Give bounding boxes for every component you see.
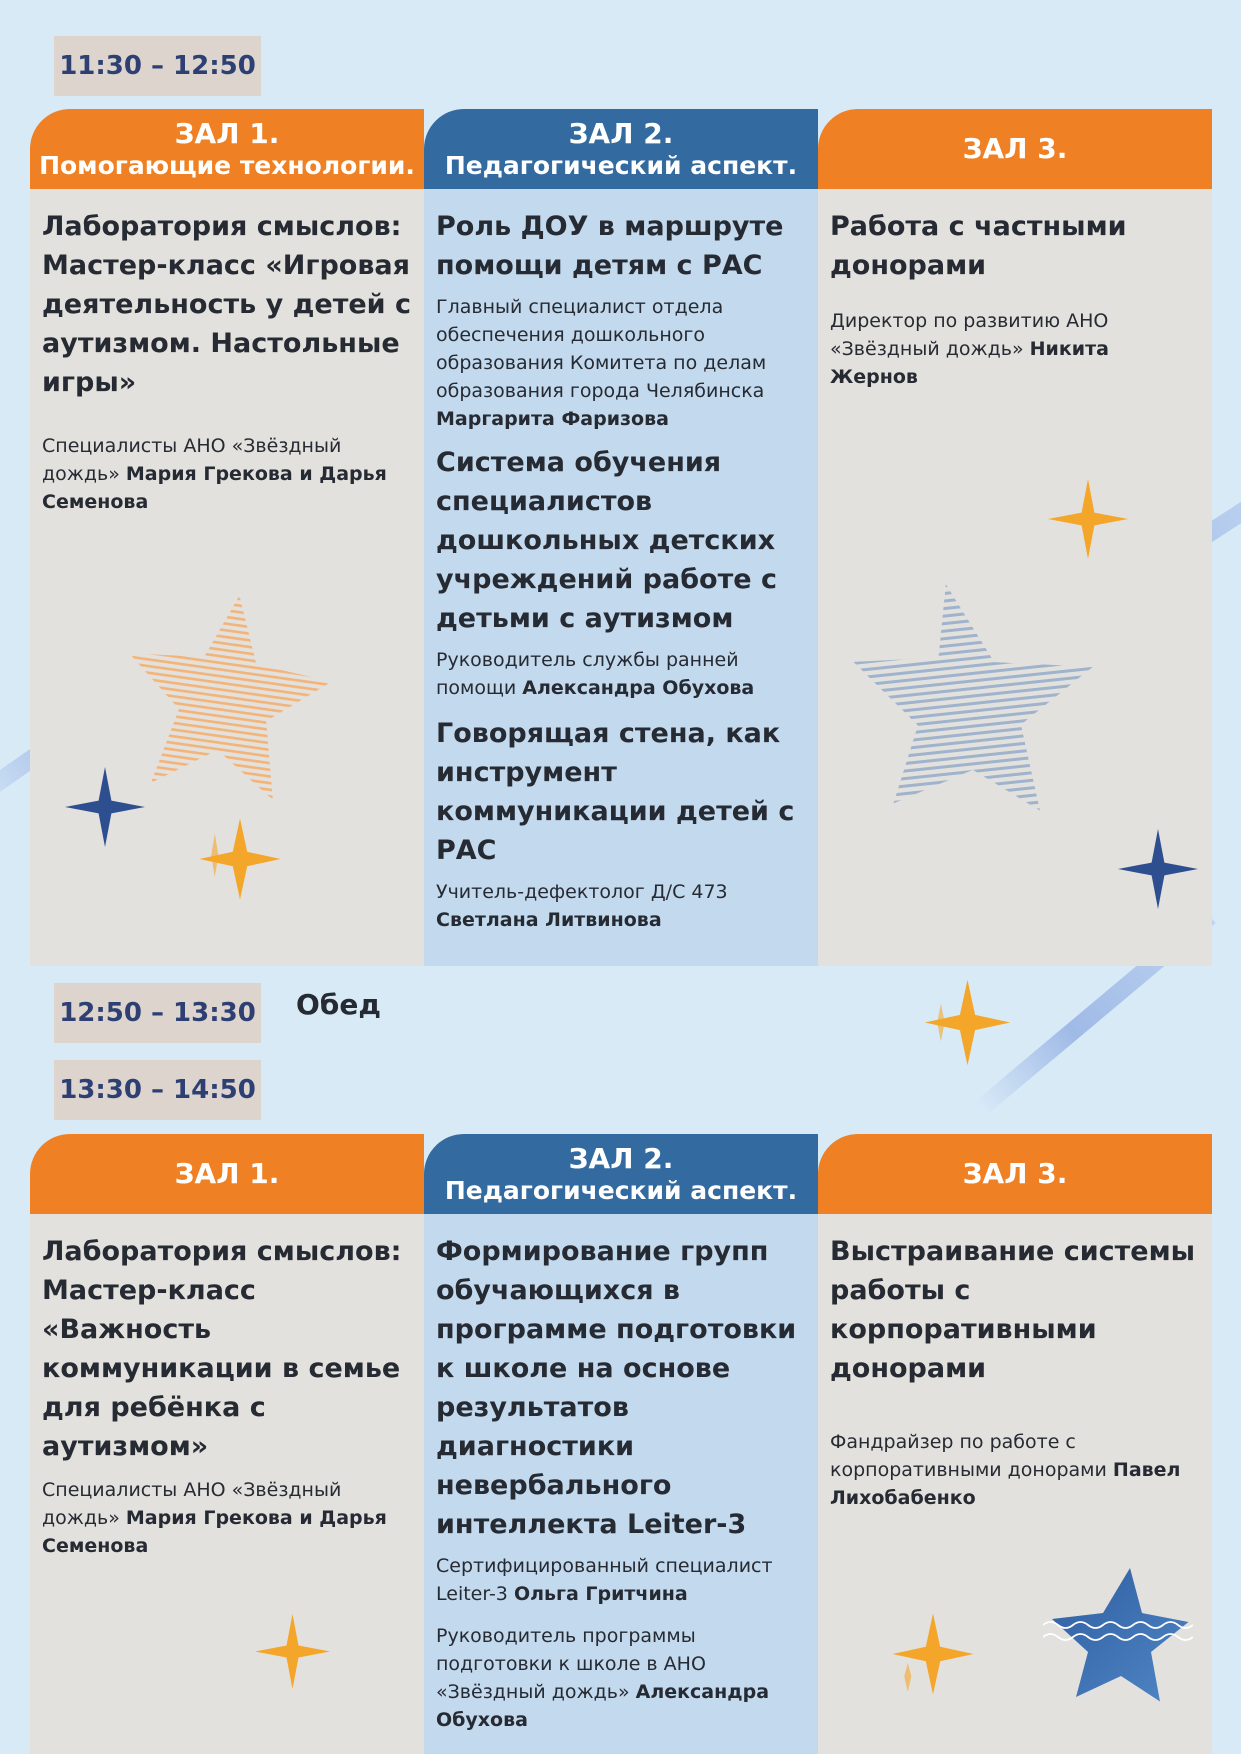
hall-title: ЗАЛ 3. <box>962 1157 1068 1191</box>
lunch-label: Обед <box>296 988 381 1021</box>
hall-3-header <box>818 1134 1212 1214</box>
hall-subtitle: Педагогический аспект. <box>444 150 798 180</box>
speaker <box>436 646 806 702</box>
speaker-name: Светлана Литвинова <box>436 909 662 931</box>
hall-2-header <box>424 109 818 189</box>
hall-title: ЗАЛ 3. <box>962 132 1068 166</box>
hall-title: ЗАЛ 1. <box>174 117 280 151</box>
hall-title: ЗАЛ 1. <box>174 1157 280 1191</box>
hall-3-session-panel <box>818 189 1212 966</box>
hall-title: ЗАЛ 2. <box>568 1142 674 1176</box>
speaker <box>42 1476 412 1560</box>
session-title: Выстраивание системы работы с корпоративными донорами <box>830 1236 1196 1384</box>
sparkle-icon <box>65 767 145 847</box>
sparkle-icon <box>255 1614 330 1689</box>
session-title: Говорящая стена, как инструмент коммуникации детей с РАС <box>436 718 795 866</box>
speaker-role: Фандрайзер по работе с корпоративными донорами <box>830 1431 1107 1481</box>
speaker-name: Александра Обухова <box>436 1681 770 1731</box>
hall-subtitle: Помогающие технологии. <box>39 150 415 180</box>
time-badge: 12:50 – 13:30 <box>54 983 261 1043</box>
hall-2-session-panel <box>424 1214 818 1754</box>
speaker <box>830 1428 1200 1512</box>
speaker-role: Руководитель службы ранней помощи <box>436 649 739 699</box>
hall-1-header <box>30 109 424 189</box>
hall-2-session-panel <box>424 189 818 966</box>
hall-1-header <box>30 1134 424 1214</box>
session-title: Система обучения специалистов дошкольных детских учреждений работе с детьми с аутизмом <box>436 447 777 634</box>
time-badge: 11:30 – 12:50 <box>54 36 261 96</box>
hall-subtitle: Педагогический аспект. <box>444 1175 798 1205</box>
sparkle-icon <box>920 975 1015 1070</box>
sparkle-icon <box>195 814 285 904</box>
speaker-name: Маргарита Фаризова <box>436 408 669 430</box>
speaker <box>436 1622 806 1734</box>
star-icon <box>853 569 1103 829</box>
time-badge: 13:30 – 14:50 <box>54 1060 261 1120</box>
speaker-role: Специалисты АНО «Звёздный дождь» <box>42 435 342 485</box>
star-icon <box>115 584 345 804</box>
hall-3-session-panel <box>818 1214 1212 1754</box>
session-title: Лаборатория смыслов: Мастер-класс «Игровая деятельность у детей с аутизмом. Настольные игры» <box>42 211 411 398</box>
sparkle-icon <box>888 1609 978 1699</box>
speaker-name: Александра Обухова <box>522 677 755 699</box>
session-title: Лаборатория смыслов: Мастер-класс «Важность коммуникации в семье для ребёнка с аутизмом» <box>42 1236 402 1462</box>
speaker-role: Сертифицированный специалист Leiter-3 <box>436 1555 773 1605</box>
speaker-name: Мария Грекова и Дарья Семенова <box>42 463 387 513</box>
star-icon <box>1043 1559 1193 1709</box>
speaker-name: Никита Жернов <box>830 338 1109 388</box>
speaker-name: Мария Грекова и Дарья Семенова <box>42 1507 387 1557</box>
hall-2-header <box>424 1134 818 1214</box>
session-title: Формирование групп обучающихся в программе подготовки к школе на основе результатов диагностики невербального интеллекта Leiter-3 <box>436 1236 797 1540</box>
sparkle-icon <box>1118 829 1198 909</box>
hall-1-session-panel <box>30 1214 424 1754</box>
sparkle-icon <box>1048 479 1128 559</box>
speaker <box>436 878 806 934</box>
speaker-name: Павел Лихобабенко <box>830 1459 1181 1509</box>
speaker-role: Главный специалист отдела обеспечения дошкольного образования Комитета по делам образования города Челябинска <box>436 296 767 402</box>
speaker-role: Учитель-дефектолог Д/С 473 <box>436 881 728 903</box>
hall-1-session-panel <box>30 189 424 966</box>
speaker-role: Директор по развитию АНО «Звёздный дождь» <box>830 310 1109 360</box>
speaker <box>42 432 412 516</box>
speaker-role: Руководитель программы подготовки к школе в АНО «Звёздный дождь» <box>436 1625 706 1703</box>
speaker-role: Специалисты АНО «Звёздный дождь» <box>42 1479 342 1529</box>
speaker <box>436 293 806 433</box>
session-title: Роль ДОУ в маршруте помощи детям с РАС <box>436 211 784 281</box>
hall-title: ЗАЛ 2. <box>568 117 674 151</box>
session-title: Работа с частными донорами <box>830 211 1127 281</box>
hall-3-header <box>818 109 1212 189</box>
speaker <box>830 307 1200 391</box>
speaker <box>436 1552 806 1608</box>
speaker-name: Ольга Гритчина <box>513 1583 688 1605</box>
